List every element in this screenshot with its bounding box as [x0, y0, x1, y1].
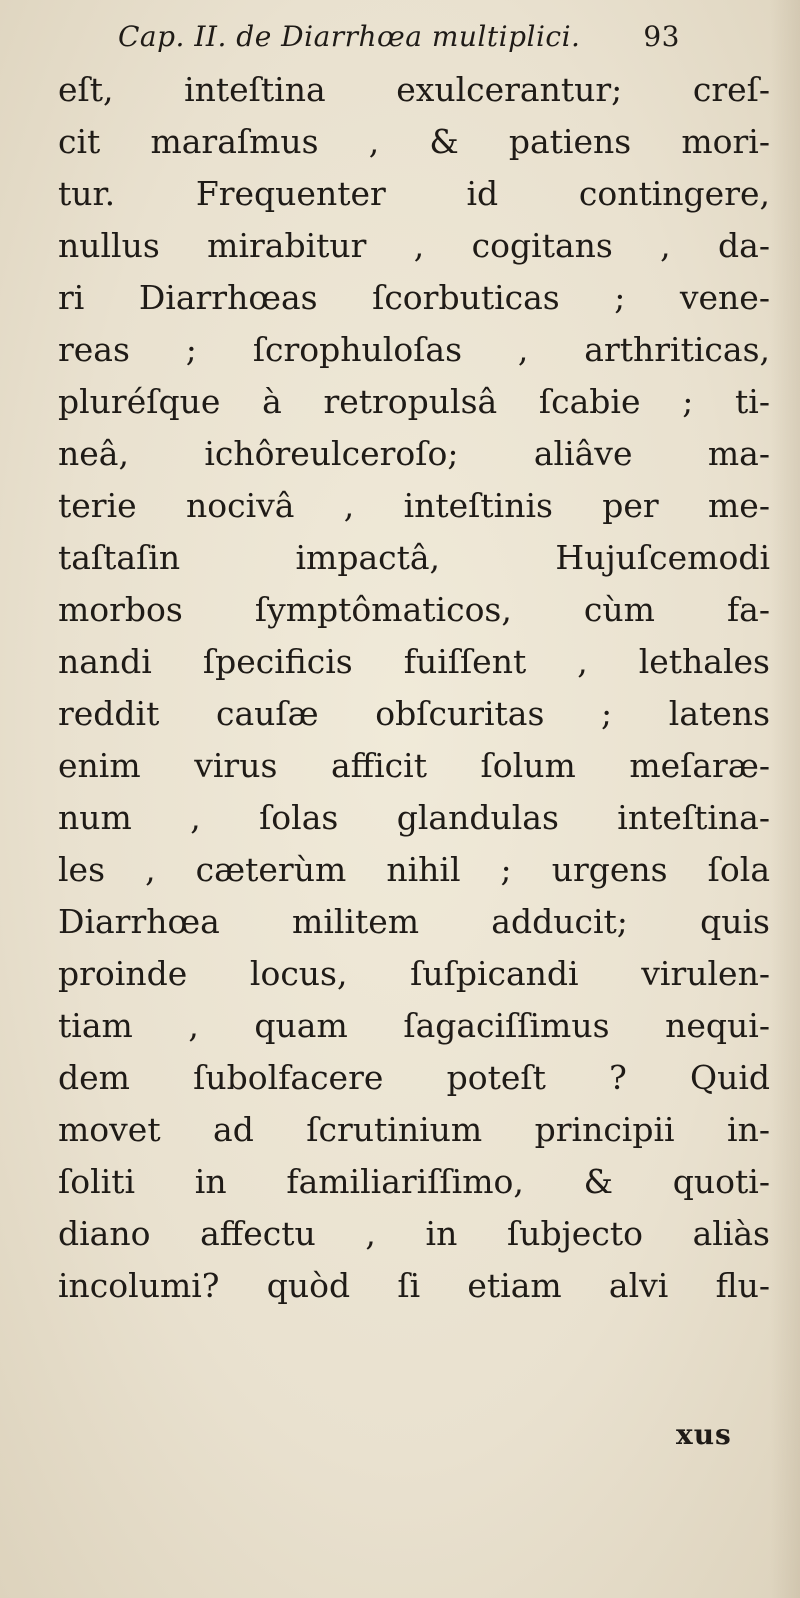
text-line: movet ad ſcrutinium principii in- [58, 1110, 770, 1149]
text-line: morbos ſymptômaticos, cùm fa- [58, 590, 770, 629]
text-line: terie nocivâ , inteſtinis per me- [58, 486, 770, 525]
text-line: nullus mirabitur , cogitans , da- [58, 226, 770, 265]
text-line: neâ, ichôreulceroſo; aliâve ma- [58, 434, 770, 473]
text-line: Diarrhœa militem adducit; quis [58, 902, 770, 941]
text-line: ſoliti in familiariſſimo, & quoti- [58, 1162, 770, 1201]
running-head-title: Cap. II. de Diarrhœa multiplici. [118, 20, 581, 53]
body-text [58, 64, 770, 1312]
page-edge-shadow [770, 0, 800, 1598]
text-line: reas ; ſcrophuloſas , arthriticas, [58, 330, 770, 369]
text-line: ri Diarrhœas ſcorbuticas ; vene- [58, 278, 770, 317]
text-line: enim virus afficit ſolum meſaræ- [58, 746, 770, 785]
text-line: num , ſolas glandulas inteſtina- [58, 798, 770, 837]
text-line: diano affectu , in ſubjecto aliàs [58, 1214, 770, 1253]
running-head [118, 20, 678, 60]
text-line: incolumi? quòd ſi etiam alvi flu- [58, 1266, 770, 1305]
text-line: les , cæterùm nihil ; urgens ſola [58, 850, 770, 889]
text-line: tur. Frequenter id contingere, [58, 174, 770, 213]
page-number: 93 [643, 20, 680, 53]
text-line: tiam , quam ſagaciſſimus nequi- [58, 1006, 770, 1045]
text-line: cit maraſmus , & patiens mori- [58, 122, 770, 161]
text-line: taſtaſin impactâ, Hujuſcemodi [58, 538, 770, 577]
text-line: proinde locus, ſuſpicandi virulen- [58, 954, 770, 993]
text-line: reddit cauſæ obſcuritas ; latens [58, 694, 770, 733]
text-line: eſt, inteſtina exulcerantur; creſ- [58, 70, 770, 109]
text-line: pluréſque à retropulsâ ſcabie ; ti- [58, 382, 770, 421]
text-line: dem ſubolfacere poteſt ? Quid [58, 1058, 770, 1097]
text-line: nandi ſpecificis fuiſſent , lethales [58, 642, 770, 681]
catchword: xus [676, 1418, 732, 1451]
